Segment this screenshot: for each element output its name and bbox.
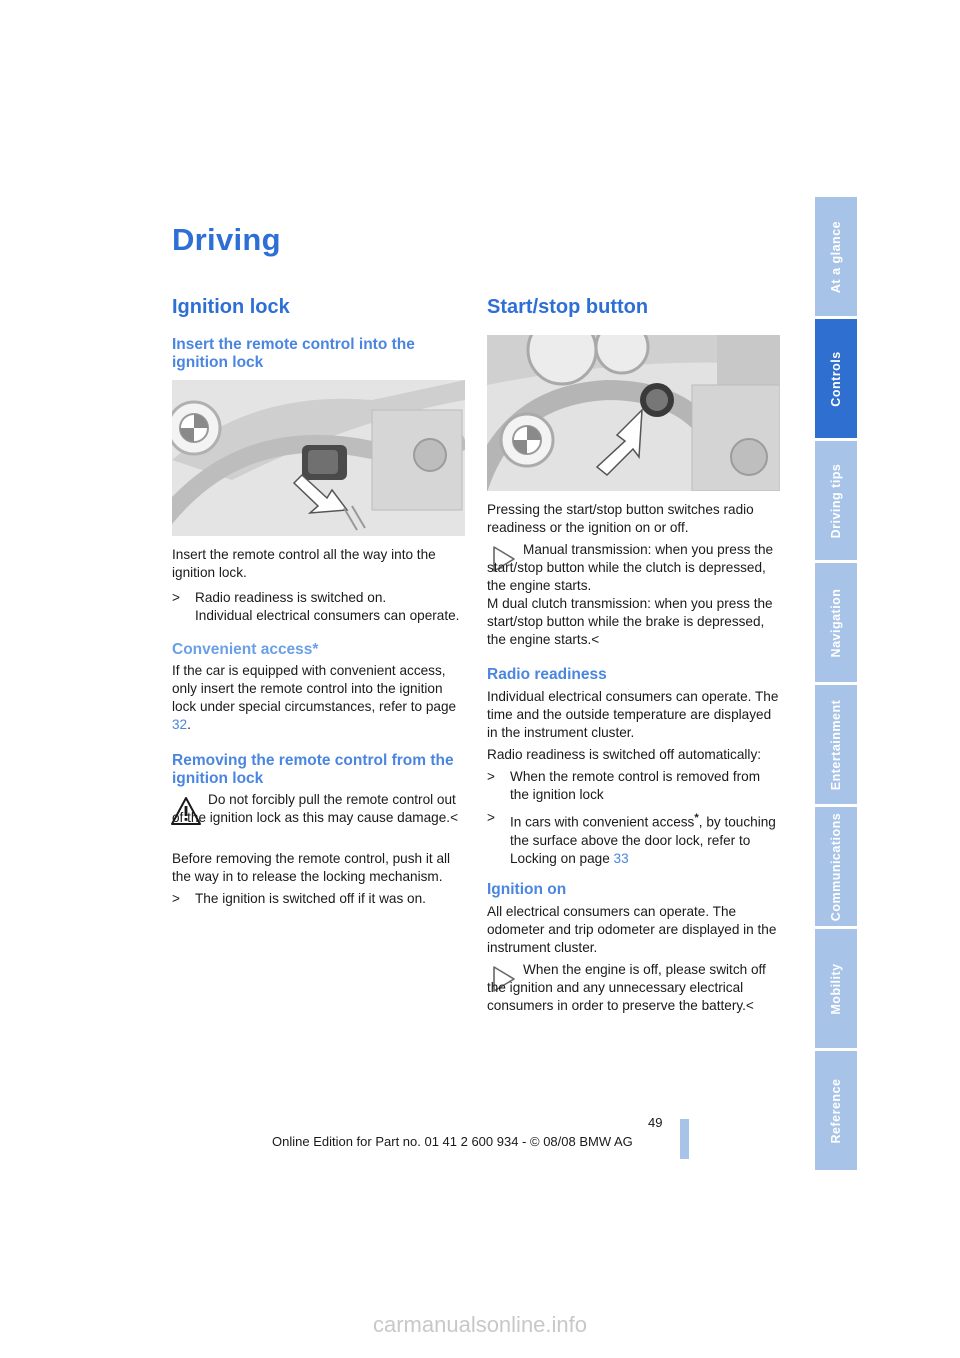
start-stop-illustration [487, 335, 780, 491]
bullet-radio-readiness [172, 589, 472, 625]
bullet-marker: > [487, 810, 495, 825]
bullet-marker: > [172, 891, 180, 906]
bullet-line-1: Radio readiness is switched on. [195, 590, 387, 605]
tab-label: Driving tips [829, 463, 843, 538]
watermark: carmanualsonline.info [372, 1312, 588, 1337]
bullet-line-2: Individual electrical consumers can operate. [195, 608, 460, 623]
bullet-text: The ignition is switched off if it was on. [195, 891, 426, 906]
bullet-marker: > [487, 769, 495, 784]
ignition-lock-illustration [172, 380, 465, 536]
radio-off-paragraph: Radio readiness is switched off automatically: [487, 747, 762, 762]
page-link-32[interactable]: 32 [172, 717, 188, 732]
insert-paragraph: Insert the remote control all the way into the ignition lock. [172, 547, 436, 580]
footer-text: Online Edition for Part no. 01 41 2 600 934 - © 08/08 BMW AG [272, 1134, 633, 1149]
dual-clutch-note [487, 595, 779, 649]
tab-controls[interactable] [815, 319, 857, 438]
page-number: 49 [648, 1115, 663, 1130]
bullet-remote-removed [487, 768, 779, 804]
radio-readiness-subheading: Radio readiness [487, 666, 607, 683]
ignition-on-paragraph: All electrical consumers can operate. The odometer and trip odometer are displayed in the instrument cluster. [487, 904, 777, 955]
convenient-access-paragraph: If the car is equipped with convenient access, only insert the remote control into the ignition lock under special circumstances, refer to page 32. [172, 663, 457, 732]
dual-clutch-text: M dual clutch transmission: when you press the start/stop button while the brake is depressed, the engine starts. [487, 596, 773, 647]
tab-label: At a glance [829, 220, 843, 293]
insert-remote-subheading: Insert the remote control into the ignition lock [172, 336, 415, 371]
asterisk-marker: * [694, 812, 699, 824]
bullet-convenient-access [487, 809, 779, 868]
end-marker: < [450, 810, 459, 825]
bullet-text: When the remote control is removed from the ignition lock [510, 769, 761, 802]
tab-communications[interactable] [815, 807, 857, 926]
warning-note [172, 791, 464, 827]
footer-bar [680, 1119, 689, 1159]
ignition-lock-heading: Ignition lock [172, 296, 290, 318]
page-link-33[interactable]: 33 [613, 850, 629, 866]
tab-label: Controls [829, 350, 843, 407]
convenient-access-text: If the car is equipped with convenient access, only insert the remote control into the ignition lock under special circumstances, refer to page [172, 663, 457, 714]
tab-driving-tips[interactable] [815, 441, 857, 560]
tab-reference[interactable] [815, 1051, 857, 1170]
start-stop-paragraph: Pressing the start/stop button switches radio readiness or the ignition on or off. [487, 502, 754, 535]
tab-entertainment[interactable] [815, 685, 857, 804]
bullet-text-a: In cars with convenient access [510, 814, 695, 830]
manual-transmission-text: Manual transmission: when you press the start/stop button while the clutch is depressed, the engine starts. [487, 542, 774, 593]
tab-label: Entertainment [829, 699, 843, 790]
end-marker: < [745, 998, 754, 1013]
removing-remote-subheading: Removing the remote control from the ignition lock [172, 752, 454, 787]
chapter-tabs [815, 197, 857, 1173]
tab-label: Reference [829, 1078, 843, 1143]
engine-off-note [487, 961, 779, 1015]
bullet-text-b: , by touching the surface above the door lock, refer to Locking on page [510, 814, 776, 866]
start-stop-heading: Start/stop button [487, 296, 649, 318]
convenient-access-subheading: Convenient access* [172, 641, 319, 658]
transmission-note [487, 541, 779, 595]
bullet-marker: > [172, 590, 180, 605]
tab-label: Communications [829, 812, 843, 921]
tab-mobility[interactable] [815, 929, 857, 1048]
warning-text: Do not forcibly pull the remote control out of the ignition lock as this may cause damage. [172, 792, 456, 825]
tab-at-a-glance[interactable] [815, 197, 857, 316]
ignition-on-subheading: Ignition on [487, 881, 567, 898]
page-title: Driving [172, 222, 281, 257]
before-removing-paragraph: Before removing the remote control, push it all the way in to release the locking mechanism. [172, 851, 451, 884]
tab-label: Mobility [829, 962, 843, 1015]
radio-readiness-paragraph: Individual electrical consumers can operate. The time and the outside temperature are displayed in the instrument cluster. [487, 689, 779, 740]
tab-label: Navigation [829, 588, 843, 657]
engine-off-text: When the engine is off, please switch off the ignition and any unnecessary electrical consumers in order to preserve the battery. [487, 962, 766, 1013]
tab-navigation[interactable] [815, 563, 857, 682]
end-marker: < [591, 632, 600, 647]
bullet-ignition-off [172, 890, 464, 908]
